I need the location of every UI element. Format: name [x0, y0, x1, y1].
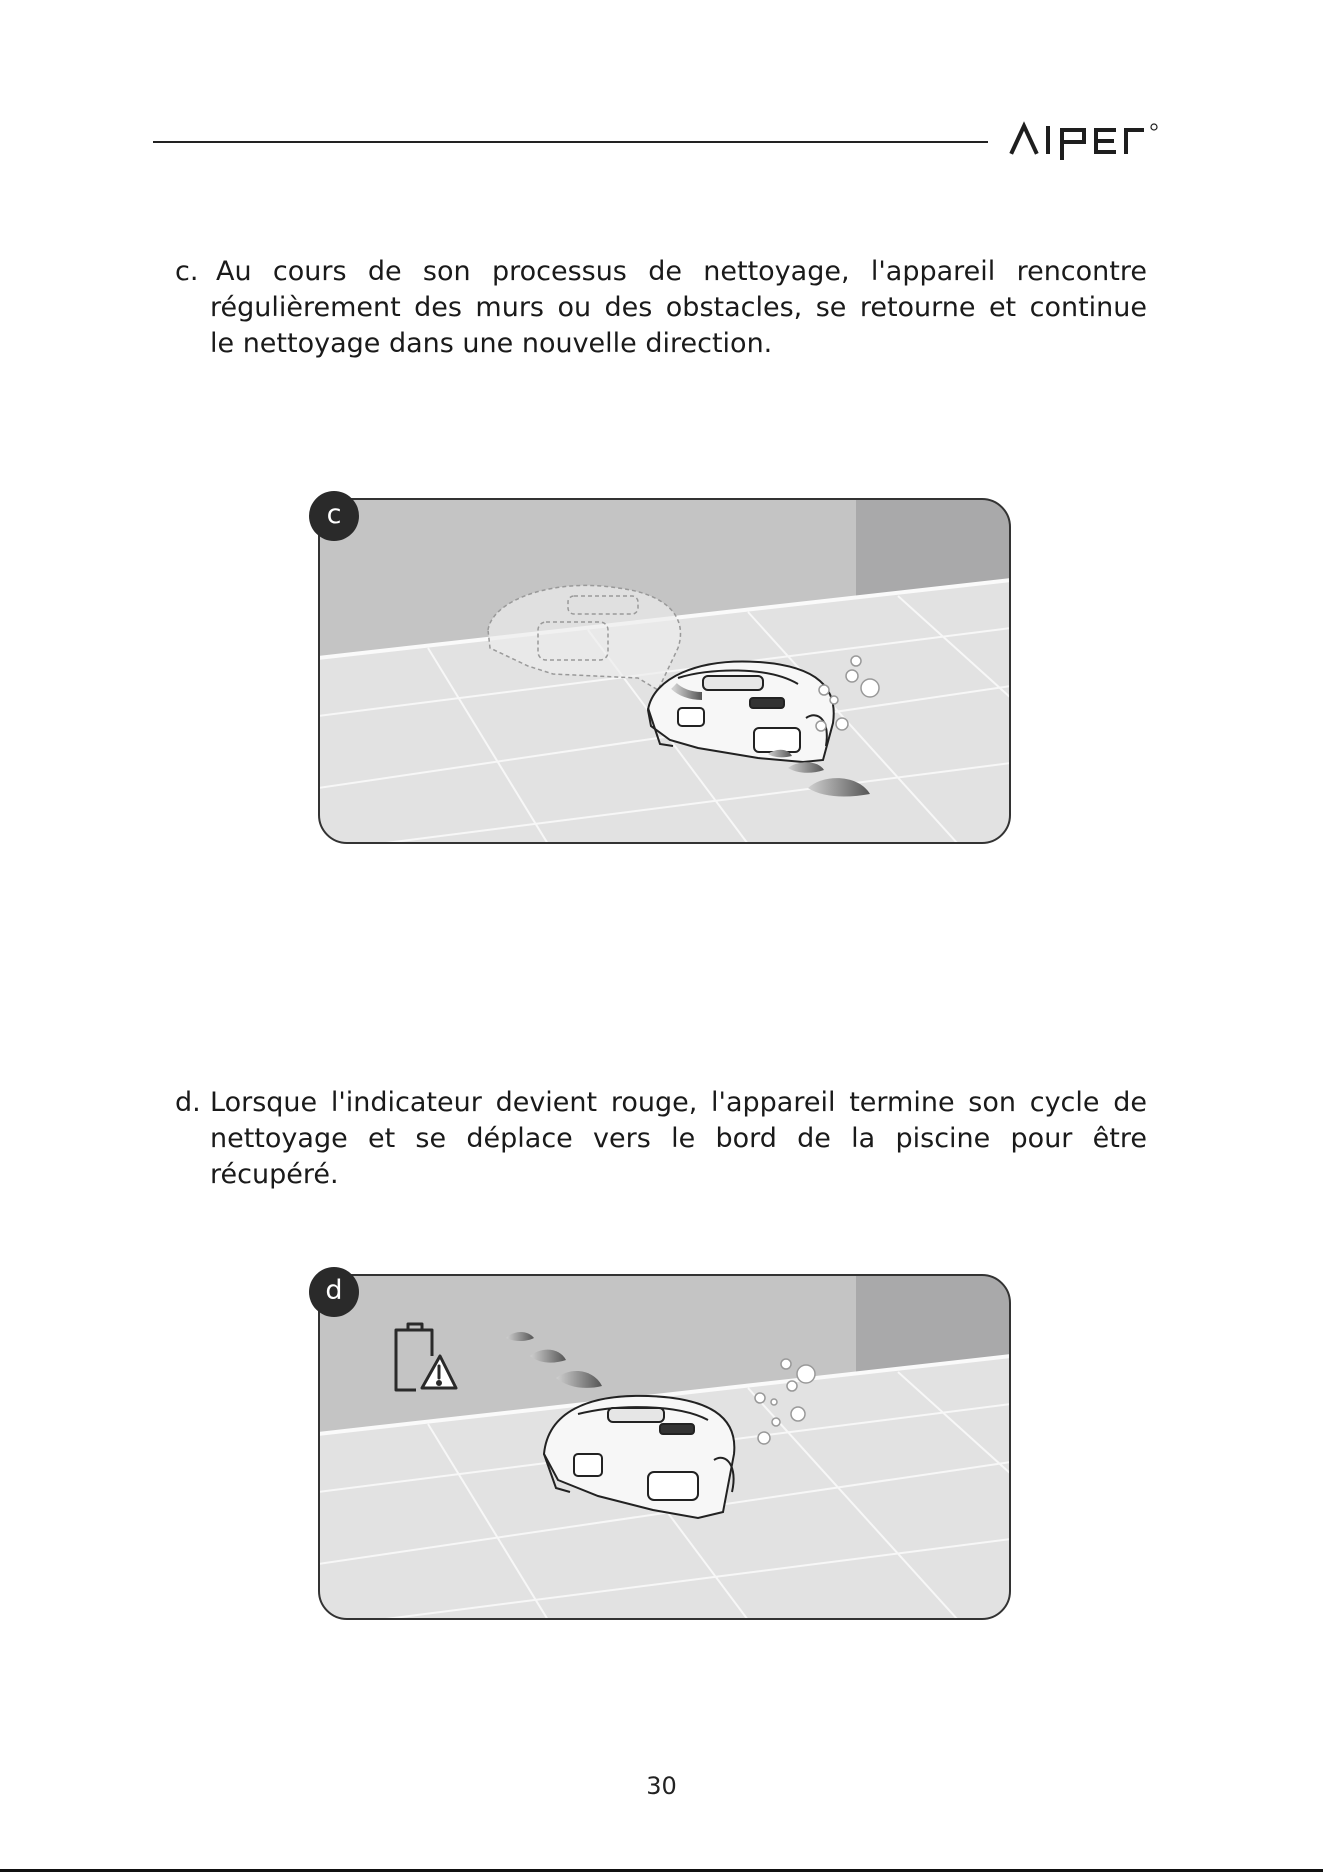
figure-label: d	[309, 1267, 359, 1317]
step-marker: c.	[175, 256, 199, 287]
step-text-line: nettoyage et se déplace vers le bord de la piscine pour être	[210, 1123, 1147, 1154]
figure-label: c	[309, 491, 359, 541]
step-marker: d.	[175, 1087, 201, 1118]
brand-logo	[1008, 118, 1168, 160]
step-text-line: régulièrement des murs ou des obstacles, se retourne et continue	[210, 292, 1147, 323]
step-text-line: Au cours de son processus de nettoyage, l'appareil rencontre	[216, 256, 1147, 287]
figure-c-robot-turning	[318, 498, 1011, 844]
figure-d-robot-returning	[318, 1274, 1011, 1620]
header-rule	[153, 141, 988, 143]
page-number: 30	[646, 1772, 677, 1800]
step-text-line: Lorsque l'indicateur devient rouge, l'appareil termine son cycle de	[210, 1087, 1147, 1118]
step-c-paragraph	[175, 254, 1147, 362]
step-text-line: récupéré.	[210, 1159, 339, 1190]
step-text-line: le nettoyage dans une nouvelle direction.	[210, 328, 773, 359]
step-d-paragraph	[175, 1085, 1147, 1193]
